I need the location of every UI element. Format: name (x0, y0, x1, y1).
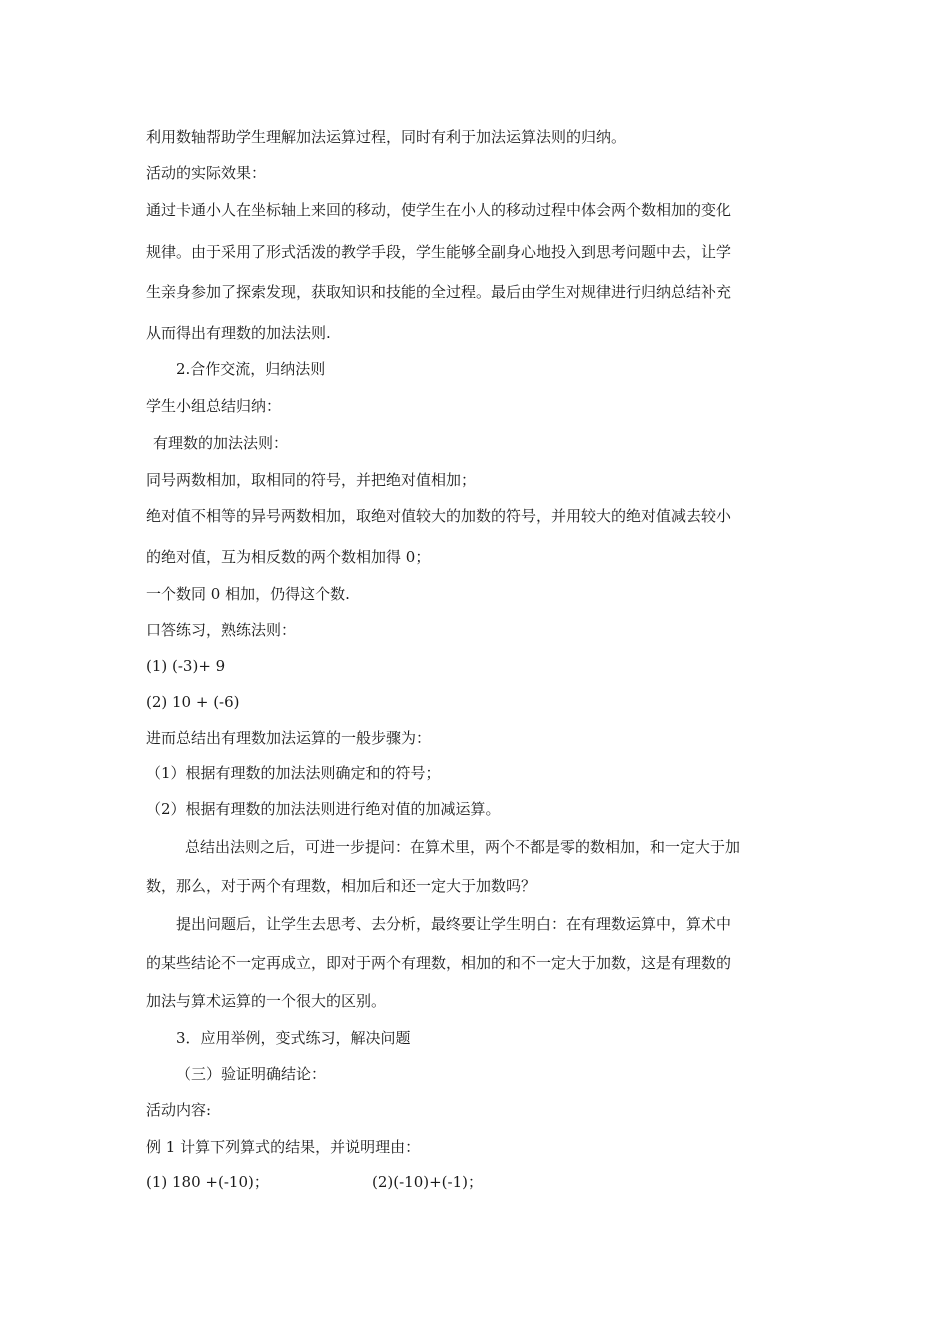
paragraph-line: 生亲身参加了探索发现，获取知识和技能的全过程。最后由学生对规律进行归纳总结补充 (146, 283, 732, 301)
paragraph-line: 数，那么，对于两个有理数，相加后和还一定大于加数吗？ (146, 877, 537, 895)
paragraph-line: 通过卡通小人在坐标轴上来回的移动，使学生在小人的移动过程中体会两个数相加的变化 (146, 201, 732, 219)
exercise-line: (2) 10 + (-6) (146, 693, 240, 711)
paragraph-line: 一个数同 0 相加，仍得这个数. (146, 585, 350, 603)
paragraph-line: 活动的实际效果： (146, 164, 267, 182)
paragraph-line: 活动内容: (146, 1101, 212, 1119)
paragraph-line: 总结出法则之后，可进一步提问：在算术里，两个不都是零的数相加，和一定大于加 (185, 838, 741, 856)
step-line: （1）根据有理数的加法法则确定和的符号； (146, 764, 441, 782)
paragraph-line: 学生小组总结归纳： (146, 397, 282, 415)
paragraph-line: 的绝对值，互为相反数的两个数相加得 0； (146, 548, 431, 566)
section-heading: 2.合作交流，归纳法则 (176, 360, 326, 378)
paragraph-line: 绝对值不相等的异号两数相加，取绝对值较大的加数的符号，并用较大的绝对值减去较小 (146, 507, 732, 525)
example-left: (1) 180 +(-10)； (146, 1173, 269, 1191)
step-line: （2）根据有理数的加法法则进行绝对值的加减运算。 (146, 800, 501, 818)
section-heading: （三）验证明确结论： (176, 1065, 327, 1083)
paragraph-line: 利用数轴帮助学生理解加法运算过程，同时有利于加法运算法则的归纳。 (146, 128, 627, 146)
paragraph-line: 进而总结出有理数加法运算的一般步骤为： (146, 729, 432, 747)
paragraph-line: 同号两数相加，取相同的符号，并把绝对值相加； (146, 471, 477, 489)
example-heading: 例 1 计算下列算式的结果，并说明理由： (146, 1138, 421, 1156)
paragraph-line: 有理数的加法法则： (153, 434, 289, 452)
example-right: (2)(-10)+(-1)； (372, 1173, 483, 1191)
paragraph-line: 加法与算术运算的一个很大的区别。 (146, 992, 387, 1010)
paragraph-line: 口答练习，熟练法则： (146, 621, 297, 639)
exercise-line: (1) (-3)+ 9 (146, 657, 226, 675)
paragraph-line: 从而得出有理数的加法法则. (146, 324, 331, 342)
paragraph-line: 规律。由于采用了形式活泼的教学手段，学生能够全副身心地投入到思考问题中去，让学 (146, 243, 732, 261)
section-heading: 3．应用举例，变式练习，解决问题 (176, 1029, 411, 1047)
paragraph-line: 提出问题后，让学生去思考、去分析，最终要让学生明白：在有理数运算中，算术中 (176, 915, 732, 933)
paragraph-line: 的某些结论不一定再成立，即对于两个有理数，相加的和不一定大于加数，这是有理数的 (146, 954, 732, 972)
